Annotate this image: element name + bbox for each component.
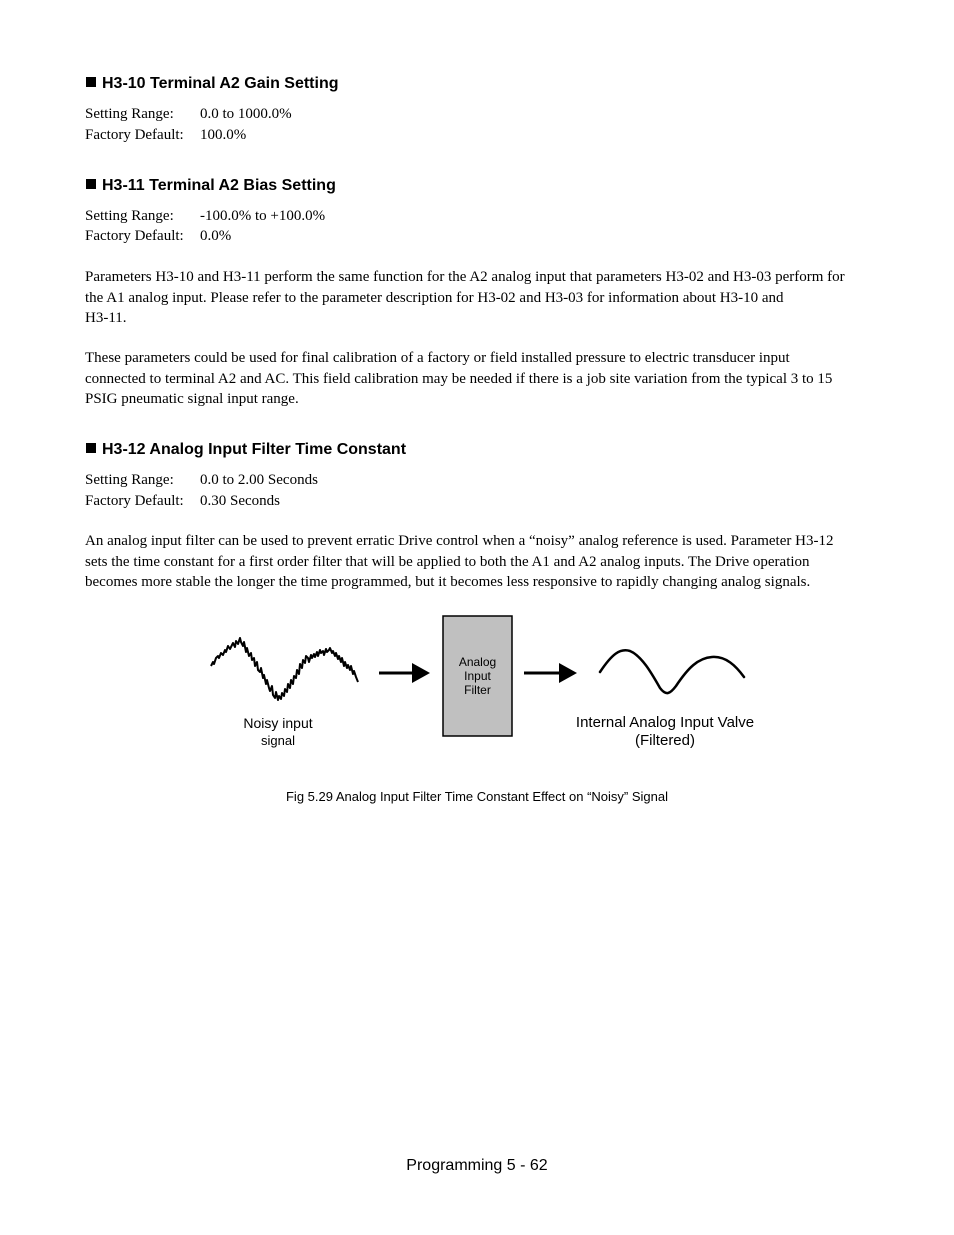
paragraph-line: sets the time constant for a first order filter that will be applied to both the A1 and A2 analog inputs. The Drive operation xyxy=(85,553,810,570)
filter-box-line: Filter xyxy=(464,683,491,697)
noisy-signal-waveform xyxy=(211,638,358,700)
section-heading-h3-12 xyxy=(86,440,406,460)
paragraph-line: These parameters could be used for final calibration of a factory or field installed pressure to electric transducer input xyxy=(85,350,790,366)
heading-text: H3-10 Terminal A2 Gain Setting xyxy=(102,75,339,92)
setting-range-row xyxy=(85,206,325,226)
factory-default-row xyxy=(85,491,280,511)
factory-default-value: 100.0% xyxy=(200,127,247,143)
arrow-right-icon xyxy=(412,663,430,683)
paragraph-line: An analog input filter can be used to prevent erratic Drive control when a “noisy” analog reference is used. Parameter H3-12 xyxy=(85,533,834,549)
filtered-output-label xyxy=(560,714,770,750)
paragraph-line: connected to terminal A2 and AC. This field calibration may be needed if there is a job site variation from the typical 3 to 15 xyxy=(85,370,833,387)
paragraph-line: the A1 analog input. Please refer to the parameter description for H3-02 and H3-03 for information about H3-10 and xyxy=(85,289,784,306)
figure-caption: Fig 5.29 Analog Input Filter Time Constant Effect on “Noisy” Signal xyxy=(285,789,668,804)
noisy-input-label xyxy=(218,714,338,750)
factory-default-label: Factory Default: xyxy=(85,127,184,143)
setting-range-row xyxy=(85,470,318,490)
output-label-line: Internal Analog Input Valve xyxy=(575,714,755,731)
paragraph-a2-function xyxy=(85,267,875,329)
bullet-square-icon xyxy=(86,179,96,189)
factory-default-row xyxy=(85,125,246,145)
output-label-line: (Filtered) xyxy=(634,732,695,749)
bullet-square-icon xyxy=(86,77,96,87)
paragraph-filter-description xyxy=(85,531,875,593)
paragraph-line: Parameters H3-10 and H3-11 perform the same function for the A2 analog input that parameters H3-02 and H3-03 perform for xyxy=(85,269,845,285)
paragraph-calibration xyxy=(85,348,875,410)
arrow-right-icon xyxy=(559,663,577,683)
filter-diagram xyxy=(0,600,954,770)
factory-default-value: 0.30 Seconds xyxy=(200,493,280,509)
factory-default-row xyxy=(85,226,231,246)
section-heading-h3-11 xyxy=(86,176,336,196)
filtered-signal-waveform xyxy=(600,650,744,693)
paragraph-line: becomes more stable the longer the time programmed, but it becomes less responsive to rapidly changing analog signals. xyxy=(85,574,811,590)
filter-box-line: Analog xyxy=(458,655,497,669)
factory-default-label: Factory Default: xyxy=(85,228,184,244)
setting-range-label: Setting Range: xyxy=(85,472,174,488)
setting-range-row xyxy=(85,104,292,124)
setting-range-label: Setting Range: xyxy=(85,106,174,122)
bullet-square-icon xyxy=(86,443,96,453)
paragraph-line: PSIG pneumatic signal input range. xyxy=(85,391,299,407)
setting-range-label: Setting Range: xyxy=(85,208,174,224)
noisy-label-line: signal xyxy=(261,733,295,748)
filter-box-line: Input xyxy=(464,669,491,683)
section-heading-h3-10 xyxy=(86,74,339,94)
paragraph-line: H3-11. xyxy=(85,310,127,326)
setting-range-value: 0.0 to 2.00 Seconds xyxy=(200,472,318,488)
factory-default-label: Factory Default: xyxy=(85,493,184,509)
heading-text: H3-11 Terminal A2 Bias Setting xyxy=(102,177,336,194)
noisy-label-line: Noisy input xyxy=(243,715,313,731)
factory-default-value: 0.0% xyxy=(200,228,232,244)
setting-range-value: -100.0% to +100.0% xyxy=(200,208,326,224)
heading-text: H3-12 Analog Input Filter Time Constant xyxy=(102,441,407,458)
setting-range-value: 0.0 to 1000.0% xyxy=(200,106,292,122)
page-footer: Programming 5 - 62 xyxy=(406,1157,548,1174)
filter-box-label xyxy=(443,655,512,697)
